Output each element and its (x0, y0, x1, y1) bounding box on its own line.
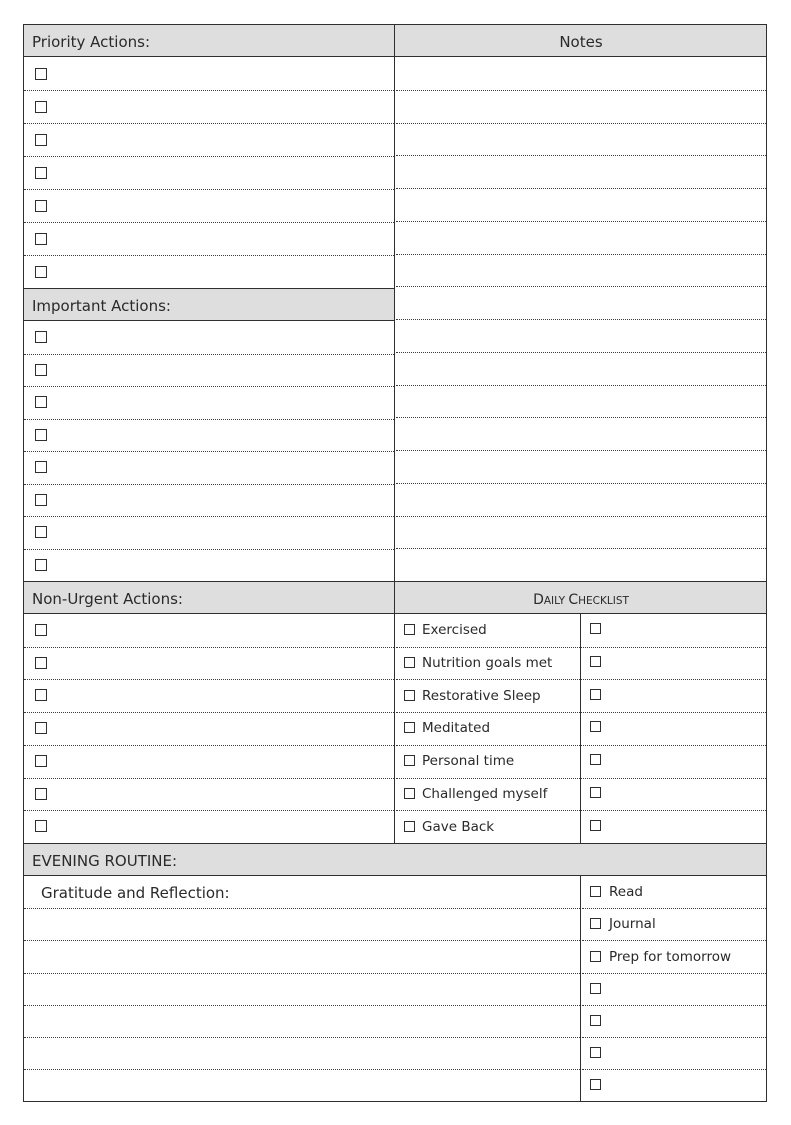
title-part: D (533, 592, 544, 608)
important-checkbox[interactable] (35, 331, 47, 343)
priority-checkbox[interactable] (35, 68, 47, 80)
non-urgent-checkbox[interactable] (35, 755, 47, 767)
title-part: C (568, 592, 579, 608)
important-checkbox[interactable] (35, 461, 47, 473)
daily-checklist-item: Nutrition goals met (422, 655, 553, 672)
evening-routine-item: Read (609, 884, 643, 901)
daily-checklist-row-line (396, 679, 766, 680)
non-urgent-row-line (24, 679, 394, 680)
evening-right-row-line (582, 1005, 766, 1006)
evening-routine-checkbox[interactable] (590, 1079, 601, 1090)
notes-writing-area[interactable] (396, 57, 766, 581)
important-row-line (24, 354, 394, 355)
evening-routine-item: Prep for tomorrow (609, 948, 732, 965)
priority-row-line (24, 255, 394, 256)
center-divider (394, 24, 395, 843)
evening-routine-checkbox[interactable] (590, 1015, 601, 1026)
evening-right-row-line (582, 973, 766, 974)
important-checkbox[interactable] (35, 396, 47, 408)
important-row-line (24, 549, 394, 550)
daily-checklist-extra-checkbox[interactable] (590, 787, 601, 798)
evening-right-row-line (582, 908, 766, 909)
gratitude-reflection-label: Gratitude and Reflection: (41, 884, 230, 902)
non-urgent-checkbox[interactable] (35, 722, 47, 734)
daily-checklist-item: Gave Back (422, 818, 495, 835)
priority-checkbox[interactable] (35, 200, 47, 212)
title-part: AILY (543, 595, 569, 607)
non-urgent-row-line (24, 712, 394, 713)
evening-right-row-line (582, 940, 766, 941)
important-checkbox[interactable] (35, 364, 47, 376)
non-urgent-checkbox[interactable] (35, 820, 47, 832)
daily-checklist-extra-checkbox[interactable] (590, 754, 601, 765)
daily-checklist-item: Personal time (422, 753, 515, 770)
non-urgent-checkbox[interactable] (35, 657, 47, 669)
checklist-divider (580, 614, 581, 843)
bottom-border (23, 1101, 767, 1102)
priority-row-line (24, 90, 394, 91)
daily-checklist-item: Restorative Sleep (422, 687, 541, 704)
non-urgent-row-line (24, 647, 394, 648)
daily-checklist-row-line (396, 778, 766, 779)
title-part: HECKLIST (578, 595, 629, 607)
priority-checkbox[interactable] (35, 101, 47, 113)
priority-actions-title: Priority Actions: (32, 33, 151, 51)
daily-checklist-row-line (396, 810, 766, 811)
daily-checklist-row-line (396, 712, 766, 713)
important-row-line (24, 516, 394, 517)
daily-checklist-checkbox[interactable] (404, 690, 415, 701)
evening-routine-checkbox[interactable] (590, 886, 601, 897)
daily-checklist-item: Meditated (422, 720, 491, 737)
evening-routine-checkbox[interactable] (590, 951, 601, 962)
evening-routine-title: EVENING ROUTINE: (32, 852, 178, 870)
daily-checklist-checkbox[interactable] (404, 788, 415, 799)
important-row-line (24, 419, 394, 420)
daily-checklist-extra-checkbox[interactable] (590, 623, 601, 634)
daily-checklist-item: Exercised (422, 622, 487, 639)
non-urgent-row-line (24, 810, 394, 811)
daily-checklist-row-line (396, 647, 766, 648)
important-row-line (24, 386, 394, 387)
priority-checkbox[interactable] (35, 266, 47, 278)
non-urgent-checkbox[interactable] (35, 788, 47, 800)
evening-routine-checkbox[interactable] (590, 918, 601, 929)
daily-checklist-extra-checkbox[interactable] (590, 656, 601, 667)
important-row-line (24, 484, 394, 485)
important-checkbox[interactable] (35, 526, 47, 538)
daily-checklist-row-line (396, 745, 766, 746)
important-checkbox[interactable] (35, 429, 47, 441)
non-urgent-row-line (24, 745, 394, 746)
daily-checklist-item: Challenged myself (422, 785, 548, 802)
daily-checklist-checkbox[interactable] (404, 657, 415, 668)
priority-checkbox[interactable] (35, 134, 47, 146)
evening-right-row-line (582, 1037, 766, 1038)
priority-checkbox[interactable] (35, 233, 47, 245)
priority-row-line (24, 189, 394, 190)
priority-row-line (24, 222, 394, 223)
important-checkbox[interactable] (35, 559, 47, 571)
evening-routine-item: Journal (609, 916, 656, 933)
important-actions-title: Important Actions: (32, 297, 171, 315)
right-border (766, 24, 767, 1102)
reflection-writing-area[interactable] (24, 908, 580, 1101)
non-urgent-row-line (24, 778, 394, 779)
evening-routine-checkbox[interactable] (590, 983, 601, 994)
non-urgent-checkbox[interactable] (35, 689, 47, 701)
evening-routine-checkbox[interactable] (590, 1047, 601, 1058)
non-urgent-actions-title: Non-Urgent Actions: (32, 590, 183, 608)
priority-row-line (24, 123, 394, 124)
daily-checklist-extra-checkbox[interactable] (590, 820, 601, 831)
daily-checklist-checkbox[interactable] (404, 722, 415, 733)
daily-checklist-extra-checkbox[interactable] (590, 721, 601, 732)
daily-checklist-checkbox[interactable] (404, 624, 415, 635)
priority-row-line (24, 156, 394, 157)
daily-checklist-checkbox[interactable] (404, 755, 415, 766)
non-urgent-checkbox[interactable] (35, 624, 47, 636)
important-checkbox[interactable] (35, 494, 47, 506)
daily-checklist-checkbox[interactable] (404, 821, 415, 832)
evening-right-row-line (582, 1069, 766, 1070)
daily-checklist-extra-checkbox[interactable] (590, 689, 601, 700)
priority-checkbox[interactable] (35, 167, 47, 179)
important-row-line (24, 451, 394, 452)
notes-title: Notes (559, 33, 603, 51)
evening-divider (580, 876, 581, 1102)
daily-checklist-title (395, 590, 767, 610)
